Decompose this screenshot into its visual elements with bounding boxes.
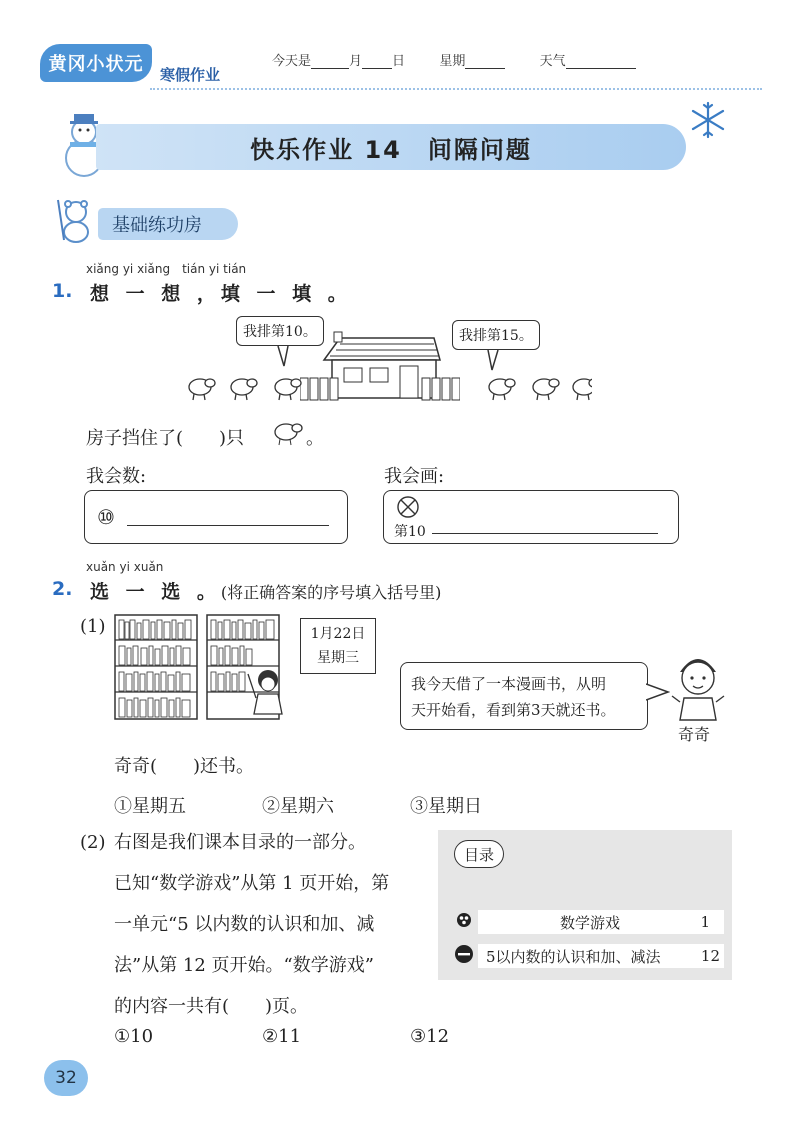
day-blank[interactable] <box>362 54 392 69</box>
day-label: 日 <box>392 54 406 69</box>
sheep-icon <box>275 379 301 400</box>
toc-title: 目录 <box>454 840 504 868</box>
draw-box[interactable] <box>383 490 679 544</box>
q1-fill-prompt: 房子挡住了( )只 <box>86 428 245 449</box>
count-start: ⑩ <box>97 505 115 529</box>
calendar-weekday: 星期三 <box>317 650 359 666</box>
q2-p1-option-3[interactable]: ③星期日 <box>410 796 482 817</box>
q2-p2-line: 一单元“5 以内数的认识和加、减 <box>114 914 375 935</box>
weekday-blank[interactable] <box>465 54 505 69</box>
q2-p2-option-1[interactable]: ①10 <box>114 1026 154 1047</box>
q2-hint: (将正确答案的序号填入括号里) <box>220 583 442 602</box>
toc-row <box>478 910 724 934</box>
toc-row-name: 数学游戏 <box>560 913 621 932</box>
sheep-icon <box>231 379 257 400</box>
toc-row-page: 12 <box>700 947 720 965</box>
q1-text: 想 一 想 ，填 一 填 。 <box>90 283 352 305</box>
polar-bear-icon <box>52 196 98 244</box>
month-blank[interactable] <box>311 54 349 69</box>
q2-p2-label: (2) <box>80 832 106 853</box>
game-dot-icon <box>456 912 472 928</box>
unit-one-icon <box>454 944 474 964</box>
q2-p2-line: 法”从第 12 页开始。“数学游戏” <box>114 955 374 976</box>
bubble-left: 我排第10。 <box>236 316 324 346</box>
month-label: 月 <box>349 54 363 69</box>
bookshelf-with-girl-icon <box>206 614 296 720</box>
count-label: 我会数: <box>86 466 147 487</box>
toc-image <box>438 830 732 980</box>
q1-pinyin: xiǎng yi xiǎng tián yi tián <box>86 262 247 276</box>
brand-logo <box>40 44 152 82</box>
q2-p2-line: 右图是我们课本目录的一部分。 <box>114 832 366 853</box>
section-label: 基础练功房 <box>98 208 238 240</box>
q2-p2-text <box>114 832 430 1027</box>
q2-p2-line: 已知“数学游戏”从第 1 页开始，第 <box>114 873 390 894</box>
toc-row-page: 1 <box>700 913 710 931</box>
today-label: 今天是 <box>272 54 312 69</box>
sheep-icon <box>533 379 559 400</box>
sheep-icon <box>272 418 306 446</box>
q2-heading <box>90 577 441 604</box>
weekday-label: 星期 <box>439 54 466 69</box>
draw-line[interactable] <box>432 533 658 534</box>
toc-row <box>478 944 724 968</box>
bubble-right-tail <box>486 350 500 372</box>
calendar-card <box>300 618 376 674</box>
boy-qiqi-icon <box>668 650 728 722</box>
q2-p2-line: 的内容一共有( )页。 <box>114 996 309 1017</box>
page-number: 32 <box>44 1060 88 1096</box>
snowflake-icon <box>688 100 728 140</box>
q1-period: 。 <box>306 428 324 449</box>
speaker-name: 奇奇 <box>678 725 711 744</box>
sheep-icon <box>189 379 215 400</box>
q2-number: 2. <box>52 578 73 600</box>
bubble-right: 我排第15。 <box>452 320 540 350</box>
speech-line-1: 我今天借了一本漫画书，从明 <box>411 675 607 693</box>
count-line[interactable] <box>127 525 329 526</box>
page-title: 快乐作业 14 间隔问题 <box>96 124 686 170</box>
header-divider <box>150 88 762 90</box>
q2-p1-label: (1) <box>80 616 106 637</box>
brand-subtitle: 寒假作业 <box>160 66 221 84</box>
q2-p2-option-2[interactable]: ②11 <box>262 1026 302 1047</box>
speech-tail <box>646 682 670 702</box>
crossed-circle-icon <box>396 495 420 519</box>
weather-blank[interactable] <box>566 54 636 69</box>
calendar-date: 1月22日 <box>310 626 366 642</box>
q2-p1-question: 奇奇( )还书。 <box>114 756 255 777</box>
q2-text: 选 一 选 。 <box>90 581 221 603</box>
weather-label: 天气 <box>539 54 566 69</box>
q2-p1-option-2[interactable]: ②星期六 <box>262 796 334 817</box>
q2-p1-option-1[interactable]: ①星期五 <box>114 796 186 817</box>
draw-label: 我会画: <box>384 466 445 487</box>
bookshelf-icon <box>114 614 198 720</box>
q2-pinyin: xuǎn yi xuǎn <box>86 560 164 574</box>
speech-bubble <box>400 662 648 730</box>
brand-name: 黄冈小状元 <box>48 54 144 75</box>
date-field <box>272 50 636 69</box>
speech-line-2: 天开始看，看到第3天就还书。 <box>411 701 616 719</box>
toc-row-name: 5以内数的认识和加、减法 <box>486 947 661 966</box>
q2-p2-option-3[interactable]: ③12 <box>410 1026 450 1047</box>
sheep-icon <box>573 379 592 400</box>
draw-start: 第10 <box>394 524 426 540</box>
sheep-row <box>186 372 592 404</box>
sheep-icon <box>489 379 515 400</box>
q1-number: 1. <box>52 280 73 302</box>
count-box[interactable] <box>84 490 348 544</box>
bubble-left-tail <box>276 346 290 368</box>
